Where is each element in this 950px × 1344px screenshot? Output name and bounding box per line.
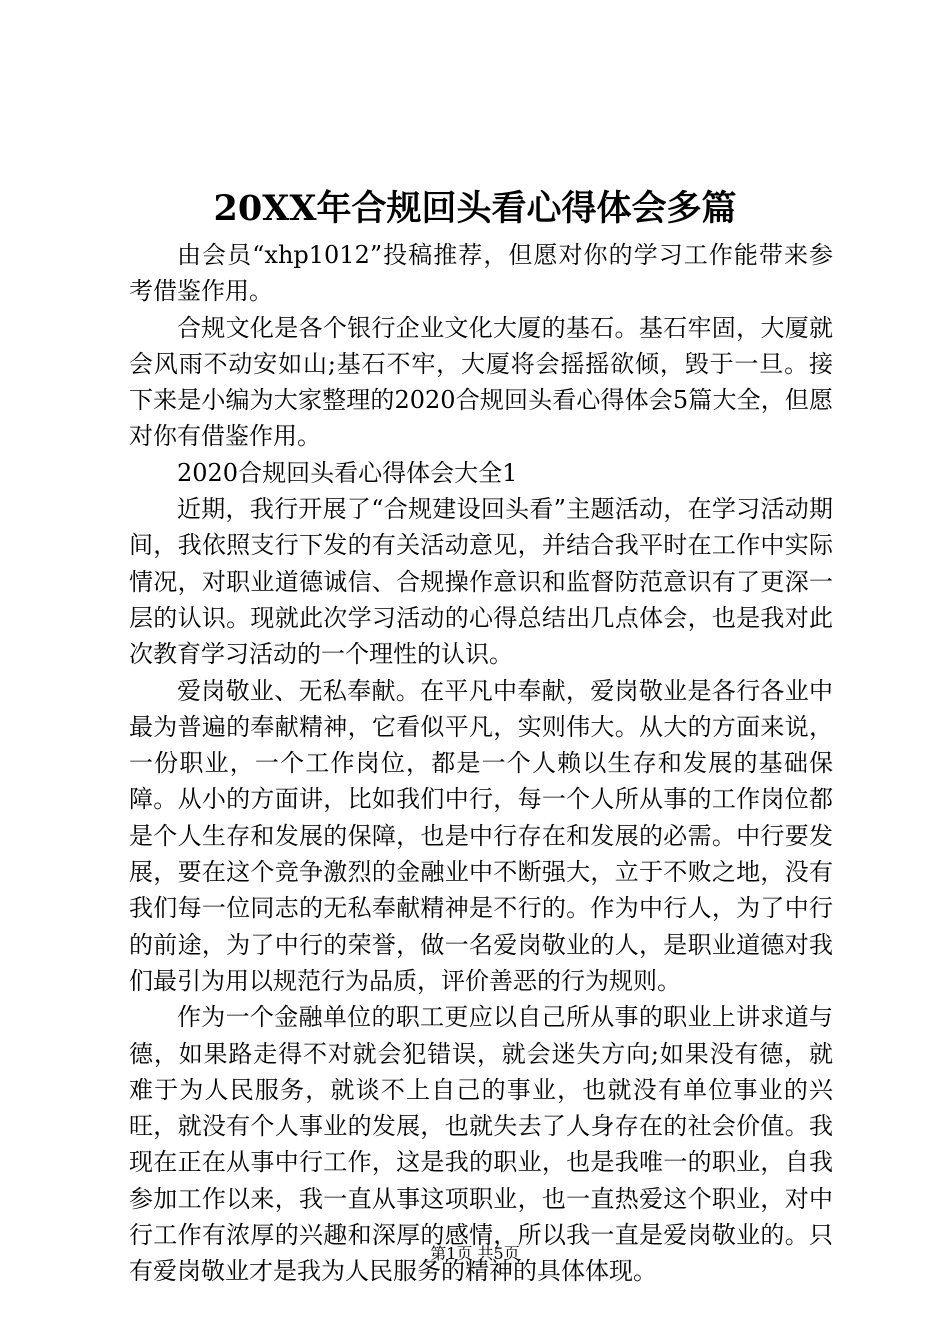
paragraph-summary: 合规文化是各个银行企业文化大厦的基石。基石牢固，大厦就会风雨不动安如山;基石不牢，大厦将会摇摇欲倾，毁于一旦。接下来是小编为大家整理的2020合规回头看心得体会5篇大全，但愿对你有借鉴作用。 — [129, 313, 833, 451]
document-body — [129, 237, 833, 1290]
page-footer: 第1页 共5页 — [430, 1244, 520, 1263]
paragraph-intro: 由会员“xhp1012”投稿推荐，但愿对你的学习工作能带来参考借鉴作用。 — [129, 241, 833, 306]
document-title: 20XX年合规回头看心得体会多篇 — [213, 188, 737, 229]
paragraph-body: 爱岗敬业、无私奉献。在平凡中奉献，爱岗敬业是各行各业中最为普遍的奉献精神，它看似平凡，实则伟大。从大的方面来说，一份职业，一个工作岗位，都是一个人赖以生存和发展的基础保障。从小的方面讲，比如我们中行，每一个人所从事的工作岗位都是个人生存和发展的保障，也是中行存在和发展的必需。中行要发展，要在这个竞争激烈的金融业中不断强大，立于不败之地，没有我们每一位同志的无私奉献精神是不行的。作为中行人，为了中行的前途，为了中行的荣誉，做一名爱岗敬业的人，是职业道德对我们最引为用以规范行为品质，评价善恶的行为规则。 — [129, 676, 833, 995]
paragraph-body: 作为一个金融单位的职工更应以自己所从事的职业上讲求道与德，如果路走得不对就会犯错误，就会迷失方向;如果没有德，就难于为人民服务，就谈不上自己的事业，也就没有单位事业的兴旺，就没有个人事业的发展，也就失去了人身存在的社会价值。我现在正在从事中行工作，这是我的职业，也是我唯一的职业，自我参加工作以来，我一直从事这项职业，也一直热爱这个职业，对中行工作有浓厚的兴趣和深厚的感情，所以我一直是爱岗敬业的。只有爱岗敬业才是我为人民服务的精神的具体体现。 — [129, 1003, 833, 1286]
paragraph-body: 近期，我行开展了“合规建设回头看”主题活动，在学习活动期间，我依照支行下发的有关活动意见，并结合我平时在工作中实际情况，对职业道德诚信、合规操作意识和监督防范意识有了更深一层的认识。现就此次学习活动的心得总结出几点体会，也是我对此次教育学习活动的一个理性的认识。 — [129, 495, 833, 669]
section-heading: 2020合规回头看心得体会大全1 — [177, 458, 518, 487]
